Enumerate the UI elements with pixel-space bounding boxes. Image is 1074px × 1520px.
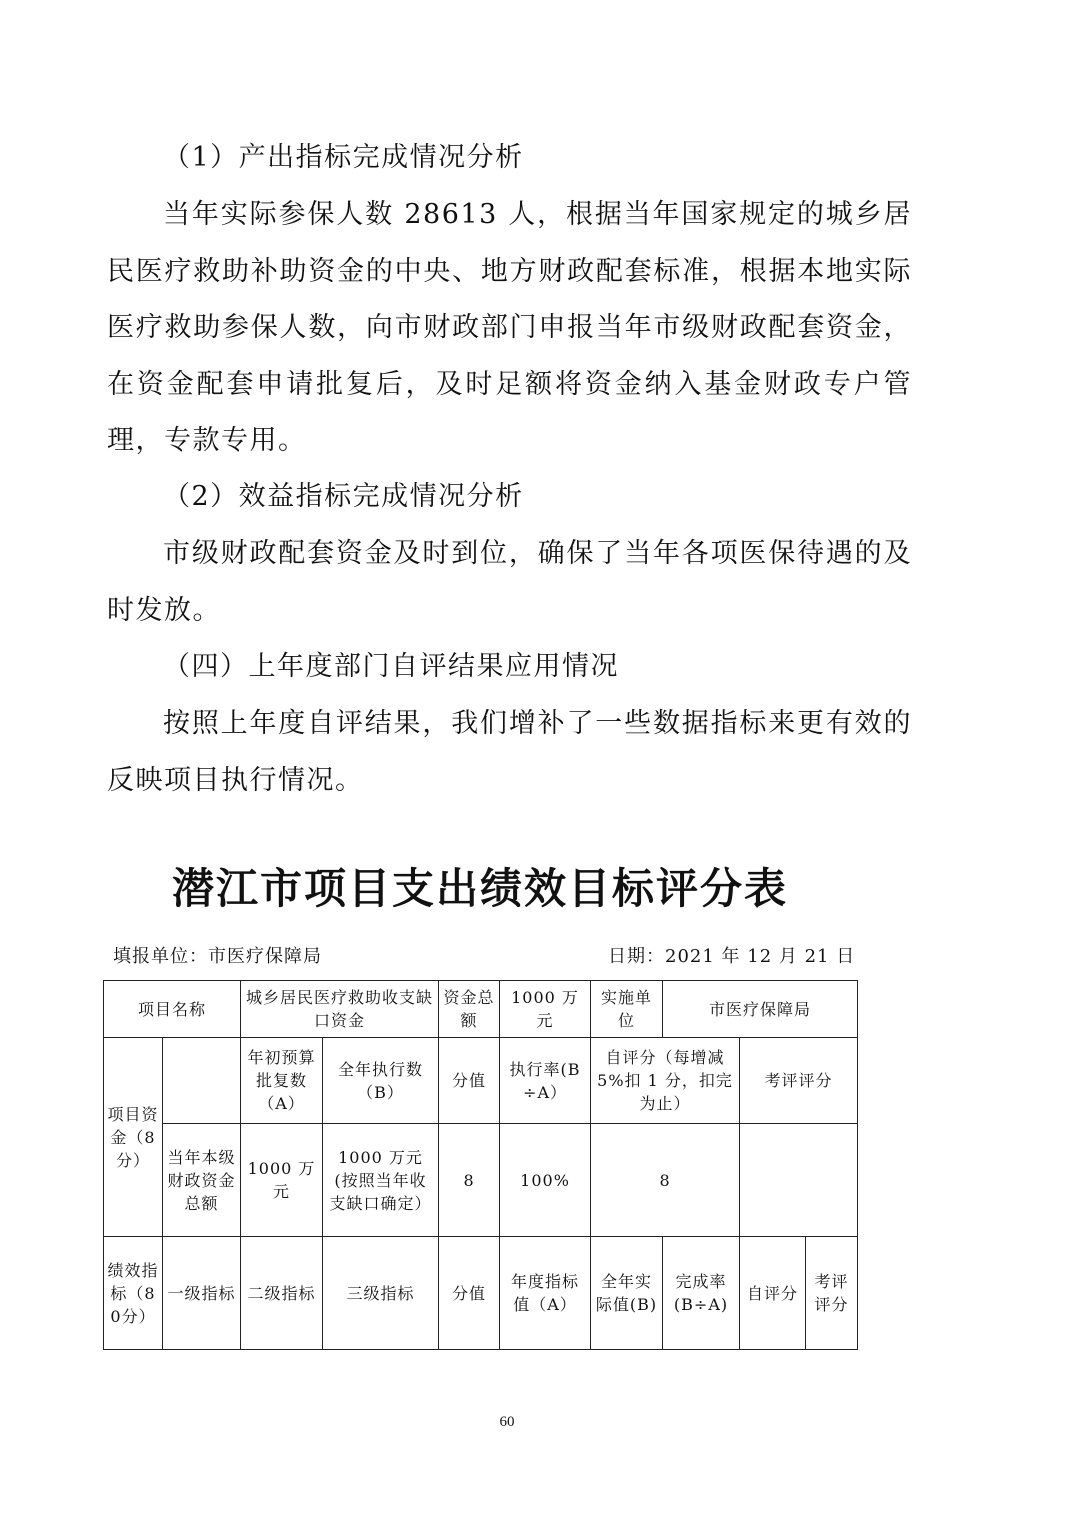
- heading-benefit-analysis: （2）效益指标完成情况分析: [163, 481, 524, 512]
- self-evaluation-value: 8: [591, 1124, 740, 1237]
- execution-rate-header: 执行率(B÷A）: [500, 1038, 591, 1124]
- actual-value-header: 全年实际值(B): [591, 1237, 663, 1350]
- performance-indicator-label: 绩效指标（80分）: [104, 1237, 163, 1350]
- heading-output-analysis: （1）产出指标完成情况分析: [163, 142, 524, 173]
- indicator-score-header: 分值: [439, 1237, 500, 1350]
- level3-indicator-header: 三级指标: [323, 1237, 439, 1350]
- level2-indicator-header: 二级指标: [241, 1237, 323, 1350]
- budget-value: 1000 万元: [241, 1124, 323, 1237]
- reporting-unit: 填报单位：市医疗保障局: [113, 946, 322, 967]
- heading-self-evaluation-application: （四）上年度部门自评结果应用情况: [163, 651, 619, 682]
- executed-header: 全年执行数（B）: [323, 1038, 439, 1124]
- table-row: [104, 1124, 858, 1237]
- annual-target-header: 年度指标值（A）: [500, 1237, 591, 1350]
- score-value: 8: [439, 1124, 500, 1237]
- self-score-header: 自评分: [740, 1237, 806, 1350]
- executed-value: 1000 万元(按照当年收支缺口确定）: [323, 1124, 439, 1237]
- table-row: [104, 1038, 858, 1124]
- self-evaluation-header: 自评分（每增减5%扣 1 分，扣完为止）: [591, 1038, 740, 1124]
- fund-row-label: 当年本级财政资金总额: [163, 1124, 241, 1237]
- fund-total-label: 资金总额: [439, 981, 500, 1038]
- implementing-unit: 市医疗保障局: [663, 981, 858, 1038]
- paragraph-benefit-analysis: 市级财政配套资金及时到位，确保了当年各项医保待遇的及时发放。: [107, 538, 912, 626]
- empty-cell: [163, 1038, 241, 1124]
- table-row: [104, 1237, 858, 1350]
- implementing-unit-label: 实施单位: [591, 981, 663, 1038]
- review-score-indicator-header: 考评评分: [806, 1237, 858, 1350]
- review-score-header: 考评评分: [740, 1038, 858, 1124]
- project-name-label: 项目名称: [104, 981, 241, 1038]
- report-date: 日期：2021 年 12 月 21 日: [608, 946, 856, 967]
- budget-header: 年初预算批复数（A）: [241, 1038, 323, 1124]
- execution-rate-value: 100%: [500, 1124, 591, 1237]
- project-fund-label: 项目资金（8分）: [104, 1038, 163, 1237]
- paragraph-output-analysis: 当年实际参保人数 28613 人，根据当年国家规定的城乡居民医疗救助补助资金的中央、地方财政配套标准，根据本地实际医疗救助参保人数，向市财政部门申报当年市级财政配套资金，在资金配套申请批复后，及时足额将资金纳入基金财政专户管理，专款专用。: [107, 199, 912, 456]
- level1-indicator-header: 一级指标: [163, 1237, 241, 1350]
- table-title: 潜江市项目支出绩效目标评分表: [171, 864, 788, 913]
- table-row: [104, 981, 858, 1038]
- fund-total: 1000 万元: [500, 981, 591, 1038]
- paragraph-self-evaluation-application: 按照上年度自评结果，我们增补了一些数据指标来更有效的反映项目执行情况。: [107, 708, 912, 796]
- performance-score-table: [103, 980, 858, 1350]
- project-name: 城乡居民医疗救助收支缺口资金: [241, 981, 439, 1038]
- completion-rate-header: 完成率(B÷A): [663, 1237, 740, 1350]
- review-score-value: [740, 1124, 858, 1237]
- page-number: 60: [499, 1414, 515, 1430]
- score-header: 分值: [439, 1038, 500, 1124]
